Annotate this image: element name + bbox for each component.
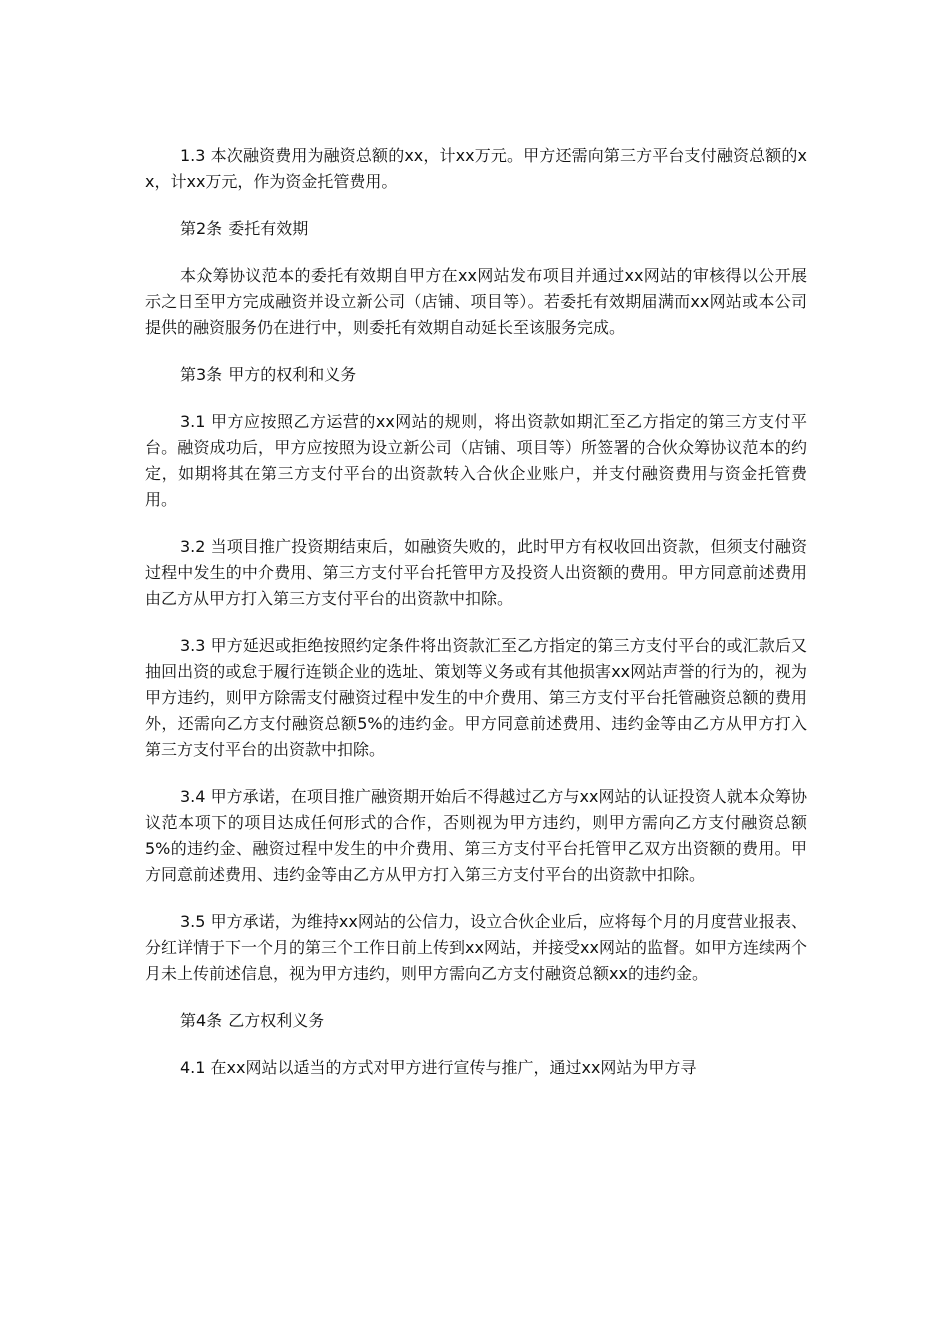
article-3-heading — [145, 362, 807, 388]
article-number: 第2条 — [180, 219, 223, 238]
paragraph-1-3: 1.3 本次融资费用为融资总额的xx，计xx万元。甲方还需向第三方平台支付融资总额的xx，计xx万元，作为资金托管费用。 — [145, 146, 807, 191]
paragraph-3-3: 3.3 甲方延迟或拒绝按照约定条件将出资款汇至乙方指定的第三方支付平台的或汇款后又抽回出资的或怠于履行连锁企业的选址、策划等义务或有其他损害xx网站声誉的行为的，视为甲方违约，则甲方除需支付融资过程中发生的中介费用、第三方支付平台托管融资总额的费用外，还需向乙方支付融资总额5%的违约金。甲方同意前述费用、违约金等由乙方从甲方打入第三方支付平台的出资款中扣除。 — [145, 636, 807, 759]
paragraph-4-1: 4.1 在xx网站以适当的方式对甲方进行宣传与推广，通过xx网站为甲方寻 — [180, 1058, 697, 1077]
article-title: 委托有效期 — [228, 219, 309, 238]
paragraph-3-4: 3.4 甲方承诺，在项目推广融资期开始后不得越过乙方与xx网站的认证投资人就本众筹协议范本项下的项目达成任何形式的合作，否则视为甲方违约，则甲方需向乙方支付融资总额5%的违约金、融资过程中发生的中介费用、第三方支付平台托管甲乙双方出资额的费用。甲方同意前述费用、违约金等由乙方从甲方打入第三方支付平台的出资款中扣除。 — [145, 787, 807, 884]
article-title: 甲方的权利和义务 — [228, 365, 357, 384]
article-2-heading — [145, 216, 807, 242]
paragraph-article-2-body: 本众筹协议范本的委托有效期自甲方在xx网站发布项目并通过xx网站的审核得以公开展示之日至甲方完成融资并设立新公司（店铺、项目等）。若委托有效期届满而xx网站或本公司提供的融资服务仍在进行中，则委托有效期自动延长至该服务完成。 — [145, 266, 807, 337]
paragraph-3-2: 3.2 当项目推广投资期结束后，如融资失败的，此时甲方有权收回出资款，但须支付融资过程中发生的中介费用、第三方支付平台托管甲方及投资人出资额的费用。甲方同意前述费用由乙方从甲方打入第三方支付平台的出资款中扣除。 — [145, 537, 807, 608]
article-title: 乙方权利义务 — [228, 1011, 325, 1030]
paragraph-3-1: 3.1 甲方应按照乙方运营的xx网站的规则，将出资款如期汇至乙方指定的第三方支付平台。融资成功后，甲方应按照为设立新公司（店铺、项目等）所签署的合伙众筹协议范本的约定，如期将其在第三方支付平台的出资款转入合伙企业账户，并支付融资费用与资金托管费用。 — [145, 412, 807, 509]
article-4-heading — [145, 1008, 807, 1034]
article-number: 第3条 — [180, 365, 223, 384]
article-number: 第4条 — [180, 1011, 223, 1030]
document-page — [145, 143, 807, 1102]
paragraph-3-5: 3.5 甲方承诺，为维持xx网站的公信力，设立合伙企业后，应将每个月的月度营业报表、分红详情于下一个月的第三个工作日前上传到xx网站，并接受xx网站的监督。如甲方连续两个月未上传前述信息，视为甲方违约，则甲方需向乙方支付融资总额xx的违约金。 — [145, 912, 807, 983]
